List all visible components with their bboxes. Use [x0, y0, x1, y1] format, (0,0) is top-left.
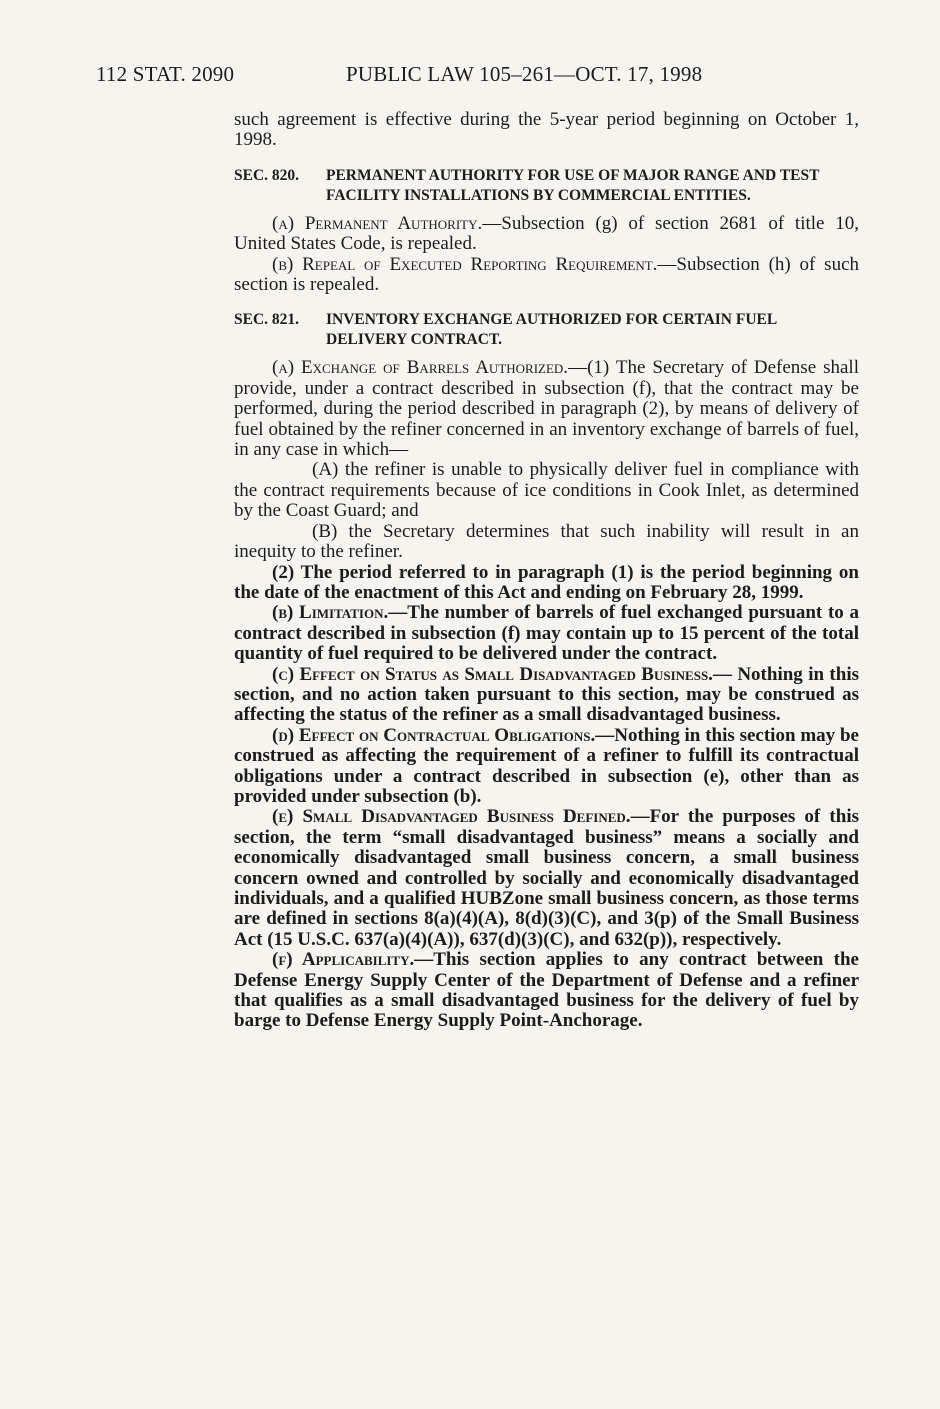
sec821-f-text: —This section applies to any contract between the Defense Energy Supply Center of the Department of Defense and a refiner that qualifies as a small disadvantaged business for the delivery of fuel by barge to Defense Energy Supply Point-Anchorage.	[234, 949, 859, 1032]
sec821-subsection-b	[234, 603, 859, 664]
sec821-subsection-f	[234, 950, 859, 1032]
section-821-heading	[234, 310, 859, 350]
section-820-heading	[234, 166, 859, 206]
intro-paragraph: such agreement is effective during the 5-year period beginning on October 1, 1998.	[234, 109, 859, 151]
sec820-b-text: —Subsection (h) of such section is repealed.	[234, 253, 859, 296]
sec821-b-text: —The number of barrels of fuel exchanged pursuant to a contract described in subsection (f) may contain up to 15 percent of the total quantity of fuel required to be delivered under the contract.	[234, 602, 859, 665]
section-820-title: PERMANENT AUTHORITY FOR USE OF MAJOR RANGE AND TEST FACILITY INSTALLATIONS BY COMMERCIAL ENTITIES.	[326, 166, 820, 204]
sec821-subsection-c	[234, 665, 859, 726]
sec820-a-heading: (a) Permanent Authority.	[272, 212, 483, 234]
sec821-subsection-e	[234, 807, 859, 950]
sec821-subsection-d	[234, 726, 859, 808]
sec821-a-clause-B: (B) the Secretary determines that such inability will result in an inequity to the refiner.	[234, 520, 859, 563]
sec821-subsection-a	[234, 358, 859, 460]
public-law-citation: PUBLIC LAW 105–261—OCT. 17, 1998	[346, 62, 703, 86]
sec821-f-heading: (f) Applicability.	[272, 949, 415, 971]
sec821-a-paragraph-2: (2) The period referred to in paragraph (1) is the period beginning on the date of the enactment of this Act and ending on February 28, 1999.	[234, 561, 859, 603]
sec821-b-heading: (b) Limitation.	[272, 602, 389, 624]
sec820-a-text: —Subsection (g) of section 2681 of title 10, United States Code, is repealed.	[234, 212, 860, 255]
sec821-a-text: —(1) The Secretary of Defense shall provide, under a contract described in subsection (f), that the contract may be performed, during the period described in paragraph (2), by means of delivery of fuel obtained by the refiner concerned in an inventory exchange of barrels of fuel, in any case in which—	[234, 357, 859, 461]
sec820-subsection-b	[234, 255, 859, 296]
stat-citation: 112 STAT. 2090	[96, 62, 235, 86]
sec821-a-clause-A: (A) the refiner is unable to physically deliver fuel in compliance with the contract requirements because of ice conditions in Cook Inlet, as determined by the Coast Guard; and	[234, 459, 859, 522]
section-821-number: SEC. 821.	[234, 311, 300, 329]
sec821-d-text: —Nothing in this section may be construed as affecting the requirement of a refiner to fulfill its contractual obligations under a contract described in subsection (e), other than as provided under subsection (b).	[234, 724, 859, 807]
sec821-c-heading: (c) Effect on Status as Small Disadvantaged Business.	[272, 663, 713, 685]
sec821-c-text: — Nothing in this section, and no action taken pursuant to this section, may be construed as affecting the status of the refiner as a small disadvantaged business.	[234, 663, 859, 726]
sec821-e-heading: (e) Small Disadvantaged Business Defined.	[272, 806, 631, 828]
sec821-e-text: —For the purposes of this section, the term “small disadvantaged business” means a socially and economically disadvantaged small business concern, a small business concern owned and controlled by socially and economically disadvantaged individuals, and a qualified HUBZone small business concern, as those terms are defined in sections 8(a)(4)(A), 8(d)(3)(C), and 3(p) of the Small Business Act (15 U.S.C. 637(a)(4)(A)), 637(d)(3)(C), and 632(p)), respectively.	[234, 806, 859, 950]
sec820-subsection-a	[234, 214, 859, 255]
sec821-a-heading: (a) Exchange of Barrels Authorized.	[272, 357, 569, 379]
sec821-d-heading: (d) Effect on Contractual Obligations.	[272, 724, 596, 746]
body-text	[234, 110, 859, 1032]
section-820-number: SEC. 820.	[234, 166, 300, 184]
section-821-title: INVENTORY EXCHANGE AUTHORIZED FOR CERTAIN FUEL DELIVERY CONTRACT.	[326, 311, 777, 349]
sec820-b-heading: (b) Repeal of Executed Reporting Requirement.	[272, 253, 658, 275]
